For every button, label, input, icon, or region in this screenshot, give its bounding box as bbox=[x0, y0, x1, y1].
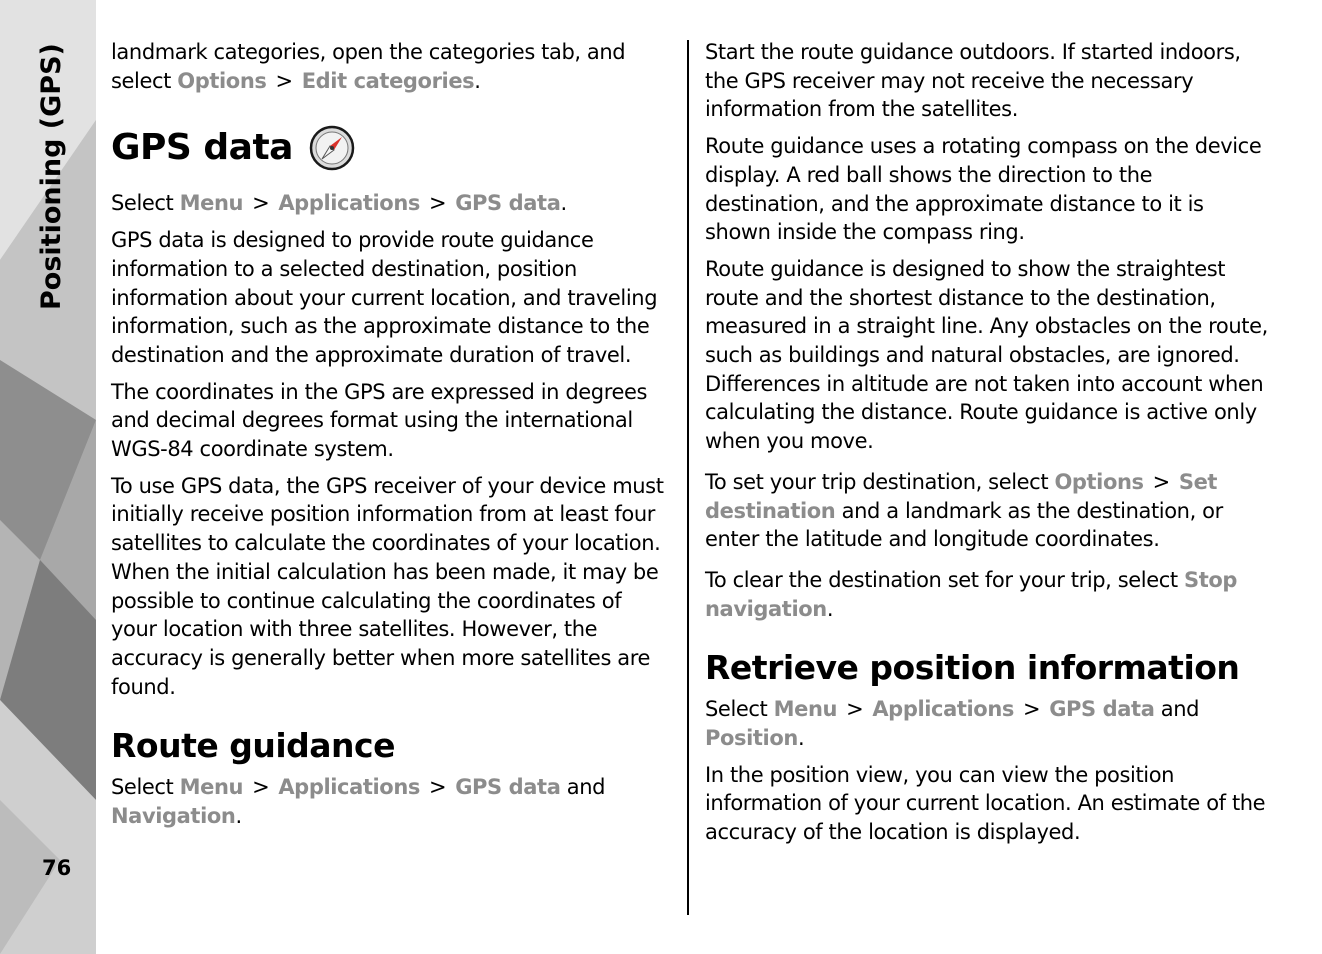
route-guidance-heading: Route guidance bbox=[111, 726, 395, 766]
applications-link: Applications bbox=[278, 775, 420, 800]
gps-data-path: Select Menu > Applications > GPS data. bbox=[111, 191, 567, 216]
clear-destination-paragraph: To clear the destination set for your trip, select Stop navigation. bbox=[705, 567, 1238, 621]
section-title: Positioning (GPS) bbox=[36, 43, 67, 310]
position-view-paragraph: In the position view, you can view the position information of your current location. An estimate of the accuracy of the location is displayed. bbox=[705, 762, 1266, 845]
column-divider bbox=[687, 40, 689, 915]
straightest-route-paragraph: Route guidance is designed to show the straightest route and the shortest distance to the destination, measured in a straight line. Any obstacles on the route, such as buildings and natural obstacles, are ignored. Differences in altitude are not taken into account when calculating the distance. Route guidance is active only when you move. bbox=[705, 256, 1268, 454]
navigation-link: Navigation bbox=[111, 804, 236, 829]
options-link: Options bbox=[1054, 469, 1144, 494]
left-column bbox=[111, 38, 673, 839]
set-destination-paragraph: To set your trip destination, select Options > Set destination and a landmark as the destination, or enter the latitude and longitude coordinates. bbox=[705, 469, 1223, 552]
menu-link: Menu bbox=[179, 191, 244, 216]
stop-navigation-link: Stop navigation bbox=[705, 567, 1238, 621]
sidebar bbox=[0, 0, 96, 954]
edit-categories-link: Edit categories bbox=[301, 68, 475, 93]
compass-icon bbox=[309, 125, 355, 171]
gps-data-heading: GPS data bbox=[111, 125, 673, 171]
page-number: 76 bbox=[42, 856, 72, 880]
position-link: Position bbox=[705, 726, 798, 751]
compass-paragraph: Route guidance uses a rotating compass on the device display. A red ball shows the direction to the destination, and the approximate distance to it is shown inside the compass ring. bbox=[705, 134, 1262, 245]
intro-paragraph: landmark categories, open the categories tab, and select Options > Edit categories. bbox=[111, 40, 626, 93]
route-guidance-path: Select Menu > Applications > GPS data and Navigation. bbox=[111, 775, 606, 829]
set-destination-link: Set destination bbox=[705, 469, 1218, 523]
menu-link: Menu bbox=[773, 697, 838, 722]
applications-link: Applications bbox=[278, 191, 420, 216]
outdoors-paragraph: Start the route guidance outdoors. If started indoors, the GPS receiver may not receive the necessary information from the satellites. bbox=[705, 40, 1241, 122]
gps-description: GPS data is designed to provide route guidance information to a selected destination, position information about your current location, and traveling information, such as the approximate distance to the destination and the approximate duration of travel. bbox=[111, 228, 658, 367]
gps-data-link: GPS data bbox=[1049, 697, 1155, 722]
retrieve-position-heading: Retrieve position information bbox=[705, 648, 1240, 688]
retrieve-position-path: Select Menu > Applications > GPS data and Position. bbox=[705, 697, 1200, 751]
gps-data-link: GPS data bbox=[455, 191, 561, 216]
menu-link: Menu bbox=[179, 775, 244, 800]
satellites-description: To use GPS data, the GPS receiver of your device must initially receive position information from at least four satellites to calculate the coordinates of your location. When the initial calculation has been made, it may be possible to continue calculating the coordinates of your location with three satellites. However, the accuracy is generally better when more satellites are found. bbox=[111, 473, 664, 699]
applications-link: Applications bbox=[872, 697, 1014, 722]
coordinates-description: The coordinates in the GPS are expressed in degrees and decimal degrees format using the international WGS-84 coordinate system. bbox=[111, 379, 648, 462]
options-link: Options bbox=[177, 68, 267, 93]
gps-data-link: GPS data bbox=[455, 775, 561, 800]
right-column bbox=[705, 38, 1270, 855]
